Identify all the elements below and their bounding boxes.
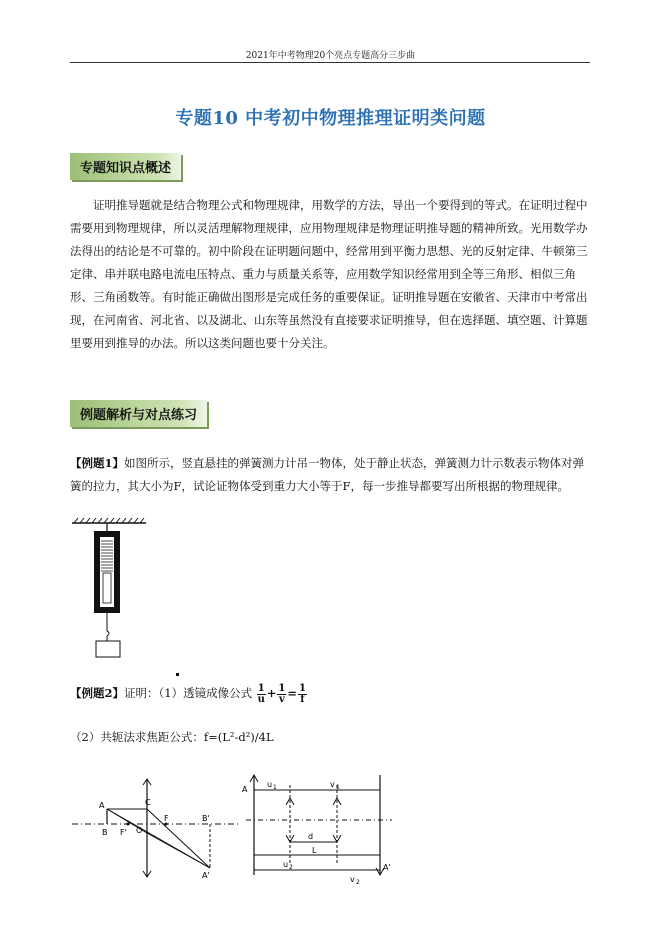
label-L: L	[312, 846, 317, 855]
label-C: C	[145, 798, 151, 807]
plus-sign: +	[266, 686, 277, 700]
spring-scale-diagram	[70, 517, 150, 662]
header-divider	[70, 62, 590, 63]
fraction-1-over-f: $\frac{1}{f}$	[298, 682, 306, 705]
label-u1: u	[267, 780, 273, 789]
intro-paragraph: 证明推导题就是结合物理公式和物理规律，用数学的方法，导出一个要得到的等式。在证明过程中需要用到物理规律，所以灵活理解物理规律，应用物理规律是物理证明推导题的精神所致。光用数学办法得出的结论是不可靠的。初中阶段在证明题问题中，经常用到平衡力思想、光的反射定律、牛顿第三定律、串并联电路电流电压特点、重力与质量关系等，应用数学知识经常用到全等三角形、相似三角形、三角函数等。有时能正确做出图形是完成任务的重要保证。证明推导题在安徽省、天津市中考常出现，在河南省、河北省、以及湖北、山东等虽然没有直接要求证明推导，但在选择题、填空题、计算题里要用到推导的办法。所以这类问题也要十分关注。	[70, 198, 588, 350]
conjugate-method-diagram	[240, 770, 400, 885]
label-u2: u	[283, 860, 289, 869]
example-2-line2: （2）共轭法求焦距公式：f=(L²-d²)/4L	[70, 730, 274, 744]
example-1-label: 【例题1】	[70, 456, 125, 470]
fraction-1-over-u: $\frac{1}{u}$	[257, 682, 265, 705]
label-A: A	[242, 785, 248, 794]
example-2-prefix: 证明：（1）透镜成像公式	[124, 686, 253, 700]
label-v1: v	[330, 780, 335, 789]
example-1-text: 如图所示，竖直悬挂的弹簧测力计吊一物体，处于静止状态，弹簧测力计示数表示物体对弹簧的拉力，其大小为F，试论证物体受到重力大小等于F，每一步推导都要写出所根据的物理规律。	[70, 456, 585, 493]
label-v2: v	[350, 875, 355, 884]
label-F-prime: F'	[120, 828, 127, 837]
label-v2-subscript: 2	[356, 879, 360, 885]
page-header: 2021年中考物理20个亮点专题高分三步曲	[245, 51, 416, 61]
page-title: 专题10 中考初中物理推理证明类问题	[175, 108, 486, 129]
label-A-prime: A'	[383, 863, 391, 872]
example-2-label: 【例题2】	[70, 686, 125, 700]
section-heading-overview: 专题知识点概述	[70, 153, 181, 180]
label-d: d	[308, 832, 314, 841]
label-O: O	[136, 826, 143, 835]
stray-dot	[176, 673, 179, 676]
label-v1-subscript: 1	[336, 784, 340, 791]
label-F: F	[164, 814, 169, 823]
label-u1-subscript: 1	[273, 784, 277, 791]
lens-imaging-diagram	[70, 775, 240, 885]
label-u2-subscript: 2	[289, 864, 293, 871]
fraction-1-over-v: $\frac{1}{v}$	[278, 682, 286, 705]
label-A-prime: A'	[202, 871, 210, 880]
example-1	[70, 452, 590, 498]
label-B-prime: B'	[202, 814, 210, 823]
label-A: A	[99, 801, 105, 810]
section-heading-examples: 例题解析与对点练习	[70, 400, 207, 427]
label-B: B	[102, 828, 108, 837]
example-2	[70, 682, 590, 705]
equals-sign: =	[287, 686, 297, 700]
